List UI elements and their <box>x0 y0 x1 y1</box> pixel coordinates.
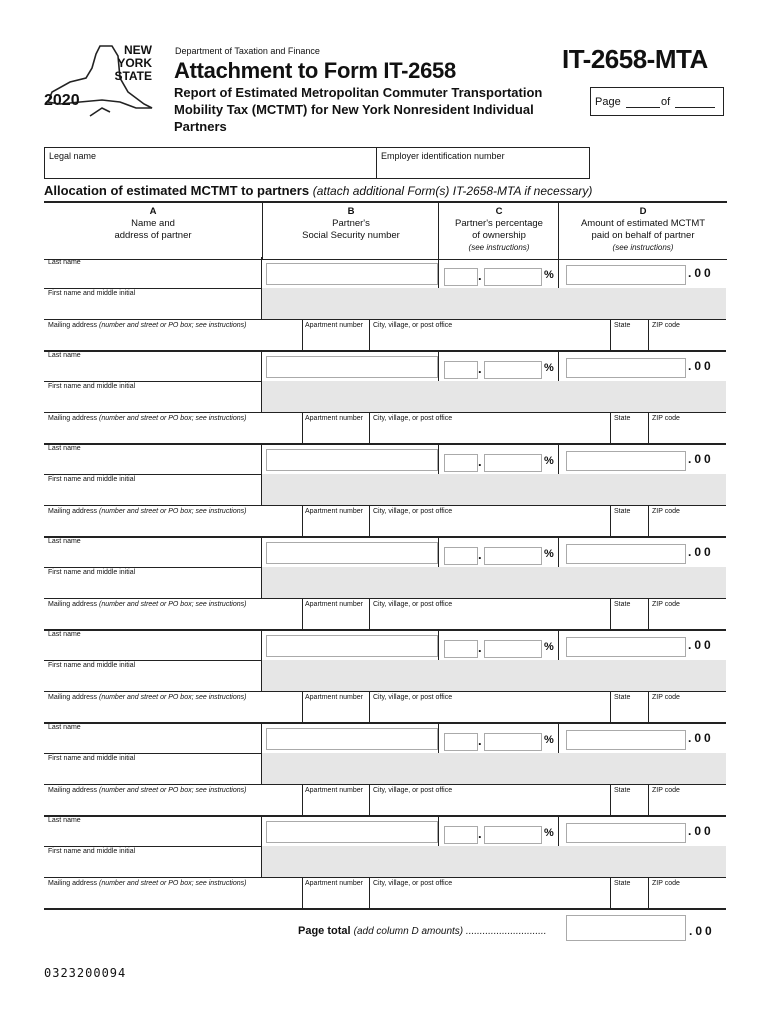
column-divider <box>438 443 439 474</box>
decimal-point: . <box>478 454 482 469</box>
percentage-whole-input[interactable] <box>444 268 478 286</box>
form-barcode-number: 0323200094 <box>44 966 127 980</box>
column-letter: B <box>347 206 355 217</box>
column-heading-line: Partner's <box>332 218 370 229</box>
tax-year: 2020 <box>44 92 80 109</box>
column-heading-line: Partner's percentage <box>455 218 543 229</box>
section-title <box>44 183 592 198</box>
column-b-header <box>262 201 439 260</box>
column-divider <box>438 629 439 660</box>
column-divider <box>438 257 439 288</box>
ssn-input[interactable] <box>266 356 438 378</box>
partner-entry <box>44 722 726 815</box>
ssn-input[interactable] <box>266 449 438 471</box>
ssn-input[interactable] <box>266 728 438 750</box>
column-divider <box>610 319 611 350</box>
partner-entry <box>44 350 726 443</box>
column-divider <box>610 505 611 536</box>
column-divider <box>648 505 649 536</box>
city-label: City, village, or post office <box>373 787 453 794</box>
percentage-decimal-input[interactable] <box>484 826 542 844</box>
first-name-label: First name and middle initial <box>48 383 136 390</box>
column-divider <box>438 350 439 381</box>
column-heading-line: Amount of estimated MCTMT <box>580 218 706 229</box>
column-divider <box>648 691 649 722</box>
page-total-cents: .00 <box>689 924 715 938</box>
decimal-point: . <box>478 547 482 562</box>
state-label: State <box>614 322 631 329</box>
column-divider <box>558 536 559 567</box>
mailing-address-label: Mailing address (number and street or PO box; see instructions) <box>48 508 247 515</box>
city-label: City, village, or post office <box>373 694 453 701</box>
city-label: City, village, or post office <box>373 601 453 608</box>
column-divider <box>648 784 649 815</box>
percentage-whole-input[interactable] <box>444 826 478 844</box>
ssn-input[interactable] <box>266 635 438 657</box>
last-name-label: Last name <box>48 259 81 266</box>
decimal-point: . <box>478 733 482 748</box>
ssn-input[interactable] <box>266 821 438 843</box>
page-number-box <box>590 87 724 116</box>
state-label: State <box>614 694 631 701</box>
column-divider <box>302 319 303 350</box>
shaded-area <box>261 567 726 598</box>
column-note: (see instructions) <box>468 243 530 252</box>
state-label: State <box>614 508 631 515</box>
percent-sign: % <box>544 827 554 839</box>
column-heading-line: address of partner <box>114 230 192 241</box>
city-label: City, village, or post office <box>373 880 453 887</box>
column-divider <box>648 412 649 443</box>
mailing-address-label: Mailing address (number and street or PO box; see instructions) <box>48 787 247 794</box>
first-name-label: First name and middle initial <box>48 476 136 483</box>
mailing-address-label: Mailing address (number and street or PO box; see instructions) <box>48 694 247 701</box>
form-subtitle: Report of Estimated Metropolitan Commuter Transportation Mobility Tax (MCTMT) for New York Nonresident Individual Partners <box>174 85 543 134</box>
ein-field[interactable] <box>376 147 590 179</box>
amount-cents: .00 <box>688 638 714 652</box>
state-word-1: NEW <box>124 43 152 57</box>
last-name-label: Last name <box>48 631 81 638</box>
page-total-note: (add column D amounts) ............................. <box>353 926 547 937</box>
apartment-label: Apartment number <box>305 415 363 422</box>
zip-label: ZIP code <box>652 508 680 515</box>
column-heading-line: paid on behalf of partner <box>591 230 695 241</box>
column-divider <box>261 257 262 319</box>
column-divider <box>302 598 303 629</box>
column-divider <box>558 722 559 753</box>
percentage-decimal-input[interactable] <box>484 268 542 286</box>
percentage-whole-input[interactable] <box>444 361 478 379</box>
column-heading-line: Name and <box>131 218 175 229</box>
of-label: of <box>661 96 671 108</box>
city-label: City, village, or post office <box>373 322 453 329</box>
percentage-whole-input[interactable] <box>444 640 478 658</box>
column-divider <box>610 877 611 908</box>
shaded-area <box>261 753 726 784</box>
column-divider <box>438 815 439 846</box>
column-heading-line: Social Security number <box>302 230 400 241</box>
column-divider <box>558 629 559 660</box>
partner-entry <box>44 815 726 908</box>
amount-cents: .00 <box>688 359 714 373</box>
amount-cents: .00 <box>688 266 714 280</box>
column-divider <box>261 443 262 505</box>
first-name-label: First name and middle initial <box>48 755 136 762</box>
percent-sign: % <box>544 641 554 653</box>
apartment-label: Apartment number <box>305 322 363 329</box>
section-note: (attach additional Form(s) IT-2658-MTA if necessary) <box>312 184 593 198</box>
percentage-decimal-input[interactable] <box>484 733 542 751</box>
decimal-point: . <box>478 361 482 376</box>
mctmt-amount-input[interactable] <box>566 358 686 378</box>
percentage-decimal-input[interactable] <box>484 361 542 379</box>
column-divider <box>302 691 303 722</box>
column-divider <box>261 536 262 598</box>
shaded-area <box>261 660 726 691</box>
column-divider <box>558 257 559 288</box>
column-divider <box>648 598 649 629</box>
partner-entry <box>44 629 726 722</box>
shaded-area <box>261 288 726 319</box>
apartment-label: Apartment number <box>305 787 363 794</box>
mailing-address-label: Mailing address (number and street or PO box; see instructions) <box>48 415 247 422</box>
column-letter: A <box>149 206 157 217</box>
form-title: Attachment to Form IT-2658 <box>174 58 456 83</box>
column-divider <box>438 722 439 753</box>
percent-sign: % <box>544 455 554 467</box>
column-divider <box>261 722 262 784</box>
column-divider <box>369 877 370 908</box>
department: Department of Taxation and Finance <box>175 46 320 56</box>
state-word-2: YORK <box>117 56 152 70</box>
state-label: State <box>614 601 631 608</box>
column-divider <box>261 350 262 412</box>
column-divider <box>438 536 439 567</box>
column-divider <box>369 505 370 536</box>
mctmt-amount-input[interactable] <box>566 544 686 564</box>
column-divider <box>369 691 370 722</box>
zip-label: ZIP code <box>652 787 680 794</box>
ssn-input[interactable] <box>266 263 438 285</box>
shaded-area <box>261 474 726 505</box>
column-letter: D <box>639 206 647 217</box>
page-total-amount-field[interactable] <box>566 915 686 941</box>
partner-entry <box>44 443 726 536</box>
column-heading-line: of ownership <box>472 230 526 241</box>
ssn-input[interactable] <box>266 542 438 564</box>
legal-name-field[interactable] <box>44 147 377 179</box>
zip-label: ZIP code <box>652 322 680 329</box>
column-divider <box>302 505 303 536</box>
column-divider <box>369 412 370 443</box>
column-divider <box>369 319 370 350</box>
column-divider <box>648 877 649 908</box>
last-name-label: Last name <box>48 352 81 359</box>
mctmt-amount-input[interactable] <box>566 637 686 657</box>
zip-label: ZIP code <box>652 601 680 608</box>
page-total-label <box>298 925 546 937</box>
mctmt-amount-input[interactable] <box>566 823 686 843</box>
page-count-field[interactable] <box>675 107 715 108</box>
percentage-decimal-input[interactable] <box>484 640 542 658</box>
first-name-label: First name and middle initial <box>48 569 136 576</box>
apartment-label: Apartment number <box>305 601 363 608</box>
page-number-field[interactable] <box>626 107 660 108</box>
nys-logo <box>40 42 160 120</box>
mailing-address-label: Mailing address (number and street or PO box; see instructions) <box>48 601 247 608</box>
column-letter: C <box>495 206 503 217</box>
zip-label: ZIP code <box>652 694 680 701</box>
column-note: (see instructions) <box>612 243 674 252</box>
decimal-point: . <box>478 640 482 655</box>
percent-sign: % <box>544 734 554 746</box>
apartment-label: Apartment number <box>305 508 363 515</box>
decimal-point: . <box>478 826 482 841</box>
percentage-whole-input[interactable] <box>444 547 478 565</box>
percent-sign: % <box>544 269 554 281</box>
percentage-decimal-input[interactable] <box>484 454 542 472</box>
column-divider <box>610 598 611 629</box>
state-word-3: STATE <box>114 69 152 83</box>
percentage-whole-input[interactable] <box>444 454 478 472</box>
column-divider <box>610 784 611 815</box>
amount-cents: .00 <box>688 824 714 838</box>
mctmt-amount-input[interactable] <box>566 451 686 471</box>
column-divider <box>261 629 262 691</box>
mailing-address-label: Mailing address (number and street or PO box; see instructions) <box>48 322 247 329</box>
shaded-area <box>261 381 726 412</box>
last-name-label: Last name <box>48 538 81 545</box>
first-name-label: First name and middle initial <box>48 848 136 855</box>
mailing-address-label: Mailing address (number and street or PO box; see instructions) <box>48 880 247 887</box>
state-label: State <box>614 415 631 422</box>
section-title-text: Allocation of estimated MCTMT to partners <box>44 183 310 198</box>
amount-cents: .00 <box>688 452 714 466</box>
amount-cents: .00 <box>688 545 714 559</box>
percent-sign: % <box>544 548 554 560</box>
decimal-point: . <box>478 268 482 283</box>
column-divider <box>369 598 370 629</box>
shaded-area <box>261 846 726 877</box>
first-name-label: First name and middle initial <box>48 290 136 297</box>
page-label: Page <box>595 96 621 108</box>
mctmt-amount-input[interactable] <box>566 730 686 750</box>
page-total-text: Page total <box>298 925 351 937</box>
zip-label: ZIP code <box>652 415 680 422</box>
last-name-label: Last name <box>48 724 81 731</box>
column-d-header <box>558 201 727 260</box>
column-divider <box>558 443 559 474</box>
zip-label: ZIP code <box>652 880 680 887</box>
column-divider <box>558 350 559 381</box>
apartment-label: Apartment number <box>305 880 363 887</box>
form-id: IT-2658-MTA <box>562 44 708 74</box>
state-label: State <box>614 880 631 887</box>
column-divider <box>610 691 611 722</box>
amount-cents: .00 <box>688 731 714 745</box>
last-name-label: Last name <box>48 445 81 452</box>
column-divider <box>302 877 303 908</box>
column-divider <box>558 815 559 846</box>
column-divider <box>302 784 303 815</box>
column-c-header <box>438 201 559 260</box>
mctmt-amount-input[interactable] <box>566 265 686 285</box>
percentage-decimal-input[interactable] <box>484 547 542 565</box>
last-name-label: Last name <box>48 817 81 824</box>
percent-sign: % <box>544 362 554 374</box>
percentage-whole-input[interactable] <box>444 733 478 751</box>
apartment-label: Apartment number <box>305 694 363 701</box>
column-divider <box>648 319 649 350</box>
column-divider <box>369 784 370 815</box>
column-divider <box>261 815 262 877</box>
state-label: State <box>614 787 631 794</box>
city-label: City, village, or post office <box>373 508 453 515</box>
column-a-header <box>44 201 262 260</box>
column-divider <box>302 412 303 443</box>
partner-entry <box>44 536 726 629</box>
legal-name-label: Legal name <box>49 151 97 161</box>
first-name-label: First name and middle initial <box>48 662 136 669</box>
partner-entry <box>44 257 726 350</box>
column-divider <box>610 412 611 443</box>
ein-label: Employer identification number <box>381 151 505 161</box>
city-label: City, village, or post office <box>373 415 453 422</box>
